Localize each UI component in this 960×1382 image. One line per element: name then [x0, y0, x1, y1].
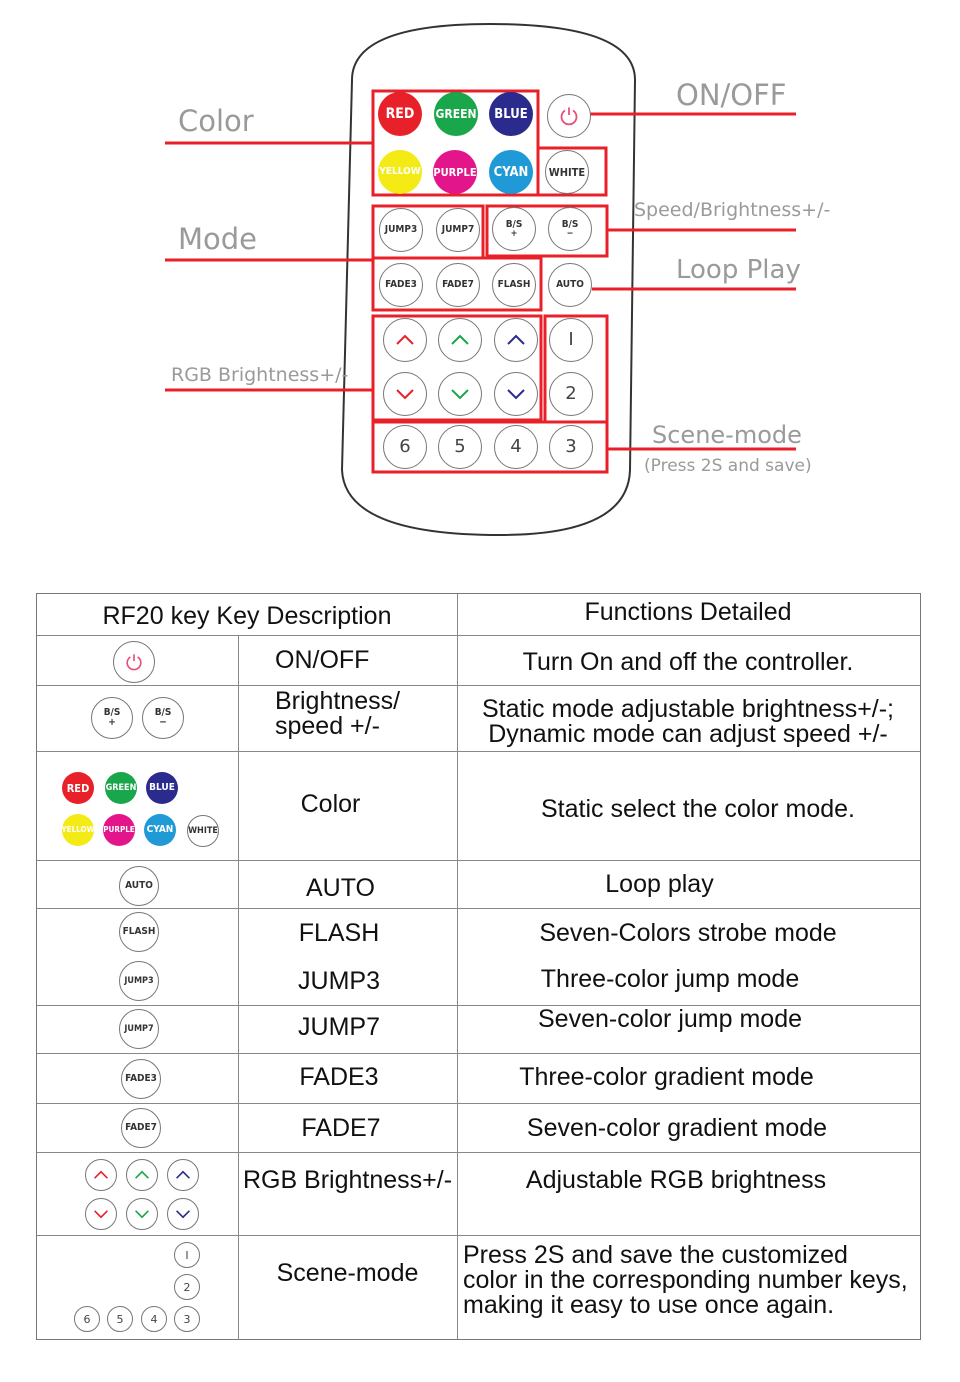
- row-brightness-name-l1: Brightness/: [275, 687, 401, 715]
- scene-key-3[interactable]: [549, 425, 593, 469]
- scene-key-2[interactable]: [549, 372, 593, 416]
- green-key[interactable]: [434, 92, 478, 136]
- red-up-key[interactable]: [383, 318, 427, 362]
- scene-key-1[interactable]: [549, 318, 593, 362]
- table-purple-key: [103, 814, 135, 846]
- chevron-down-icon: [175, 1209, 191, 1219]
- fade7-key[interactable]: [436, 263, 480, 307]
- table-purple-label: PURPLE: [103, 825, 135, 834]
- row-scene-name: [238, 1253, 457, 1293]
- scene-note-label: (Press 2S and save): [644, 456, 812, 476]
- fade7-key-label: FADE7: [442, 279, 474, 290]
- row-fade7-desc: [457, 1108, 897, 1148]
- row-divider: [37, 1235, 920, 1236]
- row-scene-desc: [463, 1240, 919, 1320]
- row-scene-desc-l1: Press 2S and save the customized: [463, 1240, 848, 1269]
- row-auto-name-text: AUTO: [306, 873, 375, 902]
- table-scene-3-label: 3: [183, 1312, 191, 1326]
- red-key-label: RED: [385, 106, 415, 122]
- fade3-key-label: FADE3: [385, 279, 417, 290]
- table-auto-key: [119, 866, 159, 906]
- table-fade7-key: [121, 1108, 161, 1148]
- table-scene-1-label: I: [185, 1248, 189, 1262]
- row-divider: [37, 751, 920, 752]
- power-icon: [124, 652, 144, 672]
- row-rgb-name-text: RGB Brightness+/-: [242, 1165, 453, 1194]
- row-scene-desc-l2: color in the corresponding number keys,: [463, 1265, 908, 1294]
- row-onoff-desc-text: Turn On and off the controller.: [522, 647, 854, 676]
- blue-key[interactable]: [489, 92, 533, 136]
- chevron-down-icon: [450, 388, 470, 400]
- flash-key[interactable]: [492, 263, 536, 307]
- row-flash-desc: [477, 913, 899, 953]
- table-auto-label: AUTO: [125, 880, 153, 891]
- onoff-callout-label: ON/OFF: [676, 78, 787, 112]
- purple-key-label: PURPLE: [433, 165, 477, 179]
- table-scene-key-1: [174, 1242, 200, 1268]
- red-down-key[interactable]: [383, 372, 427, 416]
- row-brightness-name: [275, 689, 455, 745]
- row-divider: [37, 1053, 920, 1054]
- scene-key-4[interactable]: [494, 425, 538, 469]
- table-scene-5-label: 5: [116, 1312, 124, 1326]
- bs-minus-key-label: B/S: [561, 218, 579, 230]
- table-blue-label: BLUE: [149, 782, 175, 793]
- row-divider: [37, 1152, 920, 1153]
- header-functions-text: Functions Detailed: [584, 597, 792, 626]
- table-scene-key-4: [141, 1306, 167, 1332]
- minus-sign: −: [566, 228, 574, 239]
- scene-callout-label: Scene-mode: [652, 421, 802, 449]
- row-brightness-desc-l2: Dynamic mode can adjust speed +/-: [488, 720, 888, 748]
- row-onoff-name: [275, 642, 455, 678]
- chevron-up-icon: [450, 334, 470, 346]
- row-flash-desc-text: Seven-Colors strobe mode: [539, 918, 837, 947]
- row-divider: [37, 860, 920, 861]
- jump7-key[interactable]: [436, 208, 480, 252]
- row-rgb-desc-text: Adjustable RGB brightness: [525, 1165, 827, 1194]
- row-fade7-name-text: FADE7: [301, 1113, 381, 1142]
- purple-key[interactable]: [433, 150, 477, 194]
- table-bs-plus-label: B/S: [103, 707, 121, 718]
- chevron-down-icon: [93, 1209, 109, 1219]
- row-jump3-name: [238, 961, 440, 1001]
- header-key-description-text: RF20 key Key Description: [102, 601, 392, 630]
- table-red-down-key: [85, 1198, 117, 1230]
- remote-diagram: [0, 0, 960, 560]
- green-up-key[interactable]: [438, 318, 482, 362]
- table-white-key: [187, 815, 219, 847]
- table-bs-plus-key: [91, 697, 133, 739]
- scene-key-3-label: 3: [565, 436, 577, 457]
- row-brightness-desc-l1: Static mode adjustable brightness+/-;: [481, 695, 895, 723]
- auto-key[interactable]: [548, 263, 592, 307]
- chevron-down-icon: [506, 388, 526, 400]
- row-jump3-desc-text: Three-color jump mode: [540, 964, 800, 993]
- green-down-key[interactable]: [438, 372, 482, 416]
- scene-key-6[interactable]: [383, 425, 427, 469]
- minus-sign: −: [159, 717, 167, 728]
- header-key-description: [37, 594, 457, 638]
- table-blue-down-key: [167, 1198, 199, 1230]
- row-rgb-name: [238, 1160, 457, 1200]
- row-color-desc-text: Static select the color mode.: [540, 794, 856, 823]
- table-blue-up-key: [167, 1159, 199, 1191]
- loop-callout-label: Loop Play: [676, 255, 801, 285]
- row-scene-name-text: Scene-mode: [276, 1258, 419, 1287]
- table-scene-key-3: [174, 1306, 200, 1332]
- table-scene-key-2: [174, 1274, 200, 1300]
- jump3-key[interactable]: [379, 208, 423, 252]
- row-divider: [37, 685, 920, 686]
- blue-up-key[interactable]: [494, 318, 538, 362]
- table-green-label: GREEN: [105, 782, 137, 793]
- table-cyan-label: CYAN: [146, 824, 174, 835]
- jump7-key-label: JUMP7: [441, 224, 475, 235]
- row-jump3-name-text: JUMP3: [298, 966, 380, 995]
- row-auto-desc-text: Loop play: [605, 869, 714, 898]
- chevron-up-icon: [93, 1170, 109, 1180]
- table-red-key: [62, 772, 94, 804]
- chevron-down-icon: [395, 388, 415, 400]
- row-jump7-desc: [457, 999, 883, 1039]
- row-brightness-desc: [457, 694, 919, 750]
- auto-key-label: AUTO: [556, 279, 584, 290]
- row-fade7-desc-text: Seven-color gradient mode: [526, 1113, 828, 1142]
- table-scene-2-label: 2: [183, 1280, 191, 1294]
- cyan-key-label: CYAN: [493, 164, 529, 180]
- table-fade7-label: FADE7: [125, 1122, 157, 1133]
- table-green-up-key: [126, 1159, 158, 1191]
- row-color-desc: [467, 789, 929, 829]
- white-key[interactable]: [545, 150, 589, 194]
- scene-key-2-label: 2: [565, 383, 577, 404]
- row-divider: [37, 908, 920, 909]
- row-auto-desc: [457, 864, 862, 904]
- row-fade3-name: [238, 1057, 440, 1097]
- table-green-down-key: [126, 1198, 158, 1230]
- chevron-up-icon: [175, 1170, 191, 1180]
- mode-callout-label: Mode: [178, 222, 258, 256]
- power-icon: [558, 105, 580, 127]
- table-scene-4-label: 4: [150, 1312, 158, 1326]
- yellow-key-label: YELLOW: [379, 166, 421, 177]
- table-power-key: [113, 641, 155, 683]
- table-jump3-key: [119, 961, 159, 1001]
- table-white-label: WHITE: [188, 825, 218, 836]
- row-flash-name-text: FLASH: [298, 918, 380, 947]
- row-jump7-name: [238, 1007, 440, 1047]
- table-blue-key: [146, 772, 178, 804]
- table-bs-minus-key: [142, 697, 184, 739]
- table-flash-label: FLASH: [122, 926, 156, 937]
- row-auto-name: [238, 868, 443, 908]
- bs-plus-key[interactable]: [492, 207, 536, 251]
- plus-sign: +: [510, 228, 518, 239]
- power-key[interactable]: [547, 94, 591, 138]
- row-scene-desc-l3: making it easy to use once again.: [463, 1290, 835, 1319]
- row-fade3-name-text: FADE3: [299, 1062, 379, 1091]
- row-fade3-desc: [457, 1057, 876, 1097]
- table-jump3-label: JUMP3: [124, 975, 154, 986]
- table-green-key: [105, 772, 137, 804]
- flash-key-label: FLASH: [497, 279, 531, 290]
- row-rgb-desc: [457, 1160, 895, 1200]
- blue-key-label: BLUE: [494, 106, 528, 122]
- table-flash-key: [119, 912, 159, 952]
- remote-outline-graphic: [0, 0, 960, 560]
- speed-callout-label: Speed/Brightness+/-: [634, 199, 831, 221]
- row-fade7-name: [238, 1108, 444, 1148]
- scene-key-5-label: 5: [454, 436, 466, 457]
- bs-minus-key[interactable]: [548, 207, 592, 251]
- bs-plus-key-label: B/S: [505, 218, 523, 230]
- row-jump7-name-text: JUMP7: [298, 1012, 380, 1041]
- row-color-name-text: Color: [300, 789, 361, 818]
- table-scene-6-label: 6: [83, 1312, 91, 1326]
- red-key[interactable]: [378, 92, 422, 136]
- table-fade3-label: FADE3: [125, 1073, 157, 1084]
- plus-sign: +: [108, 717, 116, 728]
- table-scene-key-6: [74, 1306, 100, 1332]
- row-onoff-desc: [457, 642, 919, 682]
- chevron-up-icon: [395, 334, 415, 346]
- chevron-down-icon: [134, 1209, 150, 1219]
- row-onoff-name-text: ON/OFF: [275, 645, 370, 674]
- table-yellow-label: YELLOW: [61, 825, 95, 834]
- row-brightness-name-l2: speed +/-: [275, 712, 380, 740]
- row-jump3-desc: [457, 959, 883, 999]
- yellow-key[interactable]: [378, 150, 422, 194]
- rgb-callout-label: RGB Brightness+/-: [171, 364, 349, 386]
- scene-key-4-label: 4: [510, 436, 522, 457]
- row-divider: [37, 1103, 920, 1104]
- scene-key-5[interactable]: [438, 425, 482, 469]
- table-fade3-key: [121, 1059, 161, 1099]
- row-jump7-desc-text: Seven-color jump mode: [537, 1004, 802, 1033]
- table-jump7-label: JUMP7: [124, 1023, 154, 1034]
- jump3-key-label: JUMP3: [384, 224, 418, 235]
- row-flash-name: [238, 913, 440, 953]
- table-red-label: RED: [66, 781, 90, 795]
- fade3-key[interactable]: [379, 263, 423, 307]
- row-fade3-desc-text: Three-color gradient mode: [519, 1062, 814, 1091]
- row-color-name: [238, 784, 423, 824]
- table-yellow-key: [62, 814, 94, 846]
- scene-key-1-label: I: [568, 329, 574, 350]
- table-scene-key-5: [107, 1306, 133, 1332]
- table-red-up-key: [85, 1159, 117, 1191]
- cyan-key[interactable]: [489, 150, 533, 194]
- green-key-label: GREEN: [435, 107, 477, 121]
- key-description-table: [36, 593, 921, 1340]
- scene-key-6-label: 6: [399, 436, 411, 457]
- header-functions: [457, 594, 919, 630]
- chevron-up-icon: [134, 1170, 150, 1180]
- table-cyan-key: [144, 814, 176, 846]
- chevron-up-icon: [506, 334, 526, 346]
- color-callout-label: Color: [178, 104, 254, 138]
- blue-down-key[interactable]: [494, 372, 538, 416]
- white-key-label: WHITE: [548, 165, 586, 179]
- table-bs-minus-label: B/S: [154, 707, 172, 718]
- table-jump7-key: [119, 1009, 159, 1049]
